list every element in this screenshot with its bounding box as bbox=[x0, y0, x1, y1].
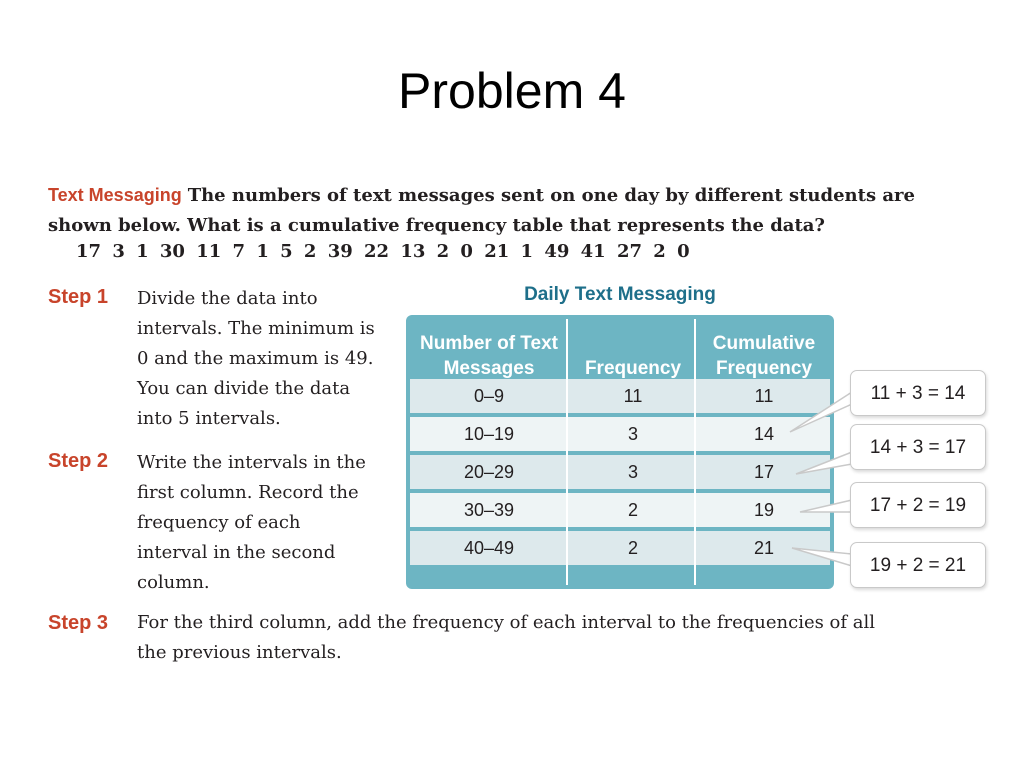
table-row bbox=[410, 455, 830, 489]
table-row bbox=[410, 417, 830, 451]
column-header-intervals: Number of Text Messages bbox=[420, 333, 558, 379]
table-row bbox=[410, 379, 830, 413]
cumulative-cell: 11 bbox=[754, 386, 774, 406]
frequency-cell: 11 bbox=[623, 386, 643, 406]
interval-cell: 40–49 bbox=[463, 538, 515, 558]
problem-statement bbox=[48, 180, 928, 241]
cumulative-cell: 17 bbox=[753, 462, 775, 482]
problem-label: Text Messaging bbox=[48, 185, 182, 205]
callout-bubble: 19 + 2 = 21 bbox=[850, 542, 986, 588]
interval-cell: 30–39 bbox=[463, 500, 515, 520]
step-2-label: Step 2 bbox=[48, 450, 109, 472]
frequency-cell: 3 bbox=[627, 462, 638, 482]
step-1-text: Divide the data into intervals. The minimum is 0 and the maximum is 49. You can divide the data into 5 intervals. bbox=[137, 288, 375, 429]
step-3-text: For the third column, add the frequency of each interval to the frequencies of all the previous intervals. bbox=[137, 612, 876, 663]
frequency-cell: 2 bbox=[627, 500, 638, 520]
table-row bbox=[410, 531, 830, 565]
frequency-cell: 3 bbox=[627, 424, 638, 444]
table-title: Daily Text Messaging bbox=[524, 284, 716, 305]
column-divider bbox=[566, 319, 568, 585]
step-3-label: Step 3 bbox=[48, 612, 109, 634]
interval-cell: 20–29 bbox=[463, 462, 515, 482]
cumulative-cell: 14 bbox=[753, 424, 775, 444]
callout-bubble: 14 + 3 = 17 bbox=[850, 424, 986, 470]
callout-bubble: 17 + 2 = 19 bbox=[850, 482, 986, 528]
data-values: 17 3 1 30 11 7 1 5 2 39 22 13 2 0 21 1 49 41 27 2 0 bbox=[76, 241, 690, 262]
column-divider bbox=[694, 319, 696, 585]
step-2-text: Write the intervals in the first column. Record the frequency of each interval in the second column. bbox=[137, 452, 366, 593]
step-1-label: Step 1 bbox=[48, 286, 109, 308]
cumulative-cell: 19 bbox=[753, 500, 775, 520]
frequency-cell: 2 bbox=[627, 538, 638, 558]
table-row bbox=[410, 493, 830, 527]
interval-cell: 10–19 bbox=[463, 424, 515, 444]
cumulative-frequency-table bbox=[406, 315, 834, 589]
cumulative-cell: 21 bbox=[753, 538, 775, 558]
column-header-frequency: Frequency bbox=[584, 358, 682, 379]
interval-cell: 0–9 bbox=[473, 386, 505, 406]
column-header-cumulative: Cumulative Frequency bbox=[712, 333, 816, 379]
slide-title: Problem 4 bbox=[398, 63, 626, 119]
callout-bubble: 11 + 3 = 14 bbox=[850, 370, 986, 416]
problem-text: The numbers of text messages sent on one day by different students are shown below. What is a cumulative frequency table that represents the data? bbox=[48, 185, 915, 236]
